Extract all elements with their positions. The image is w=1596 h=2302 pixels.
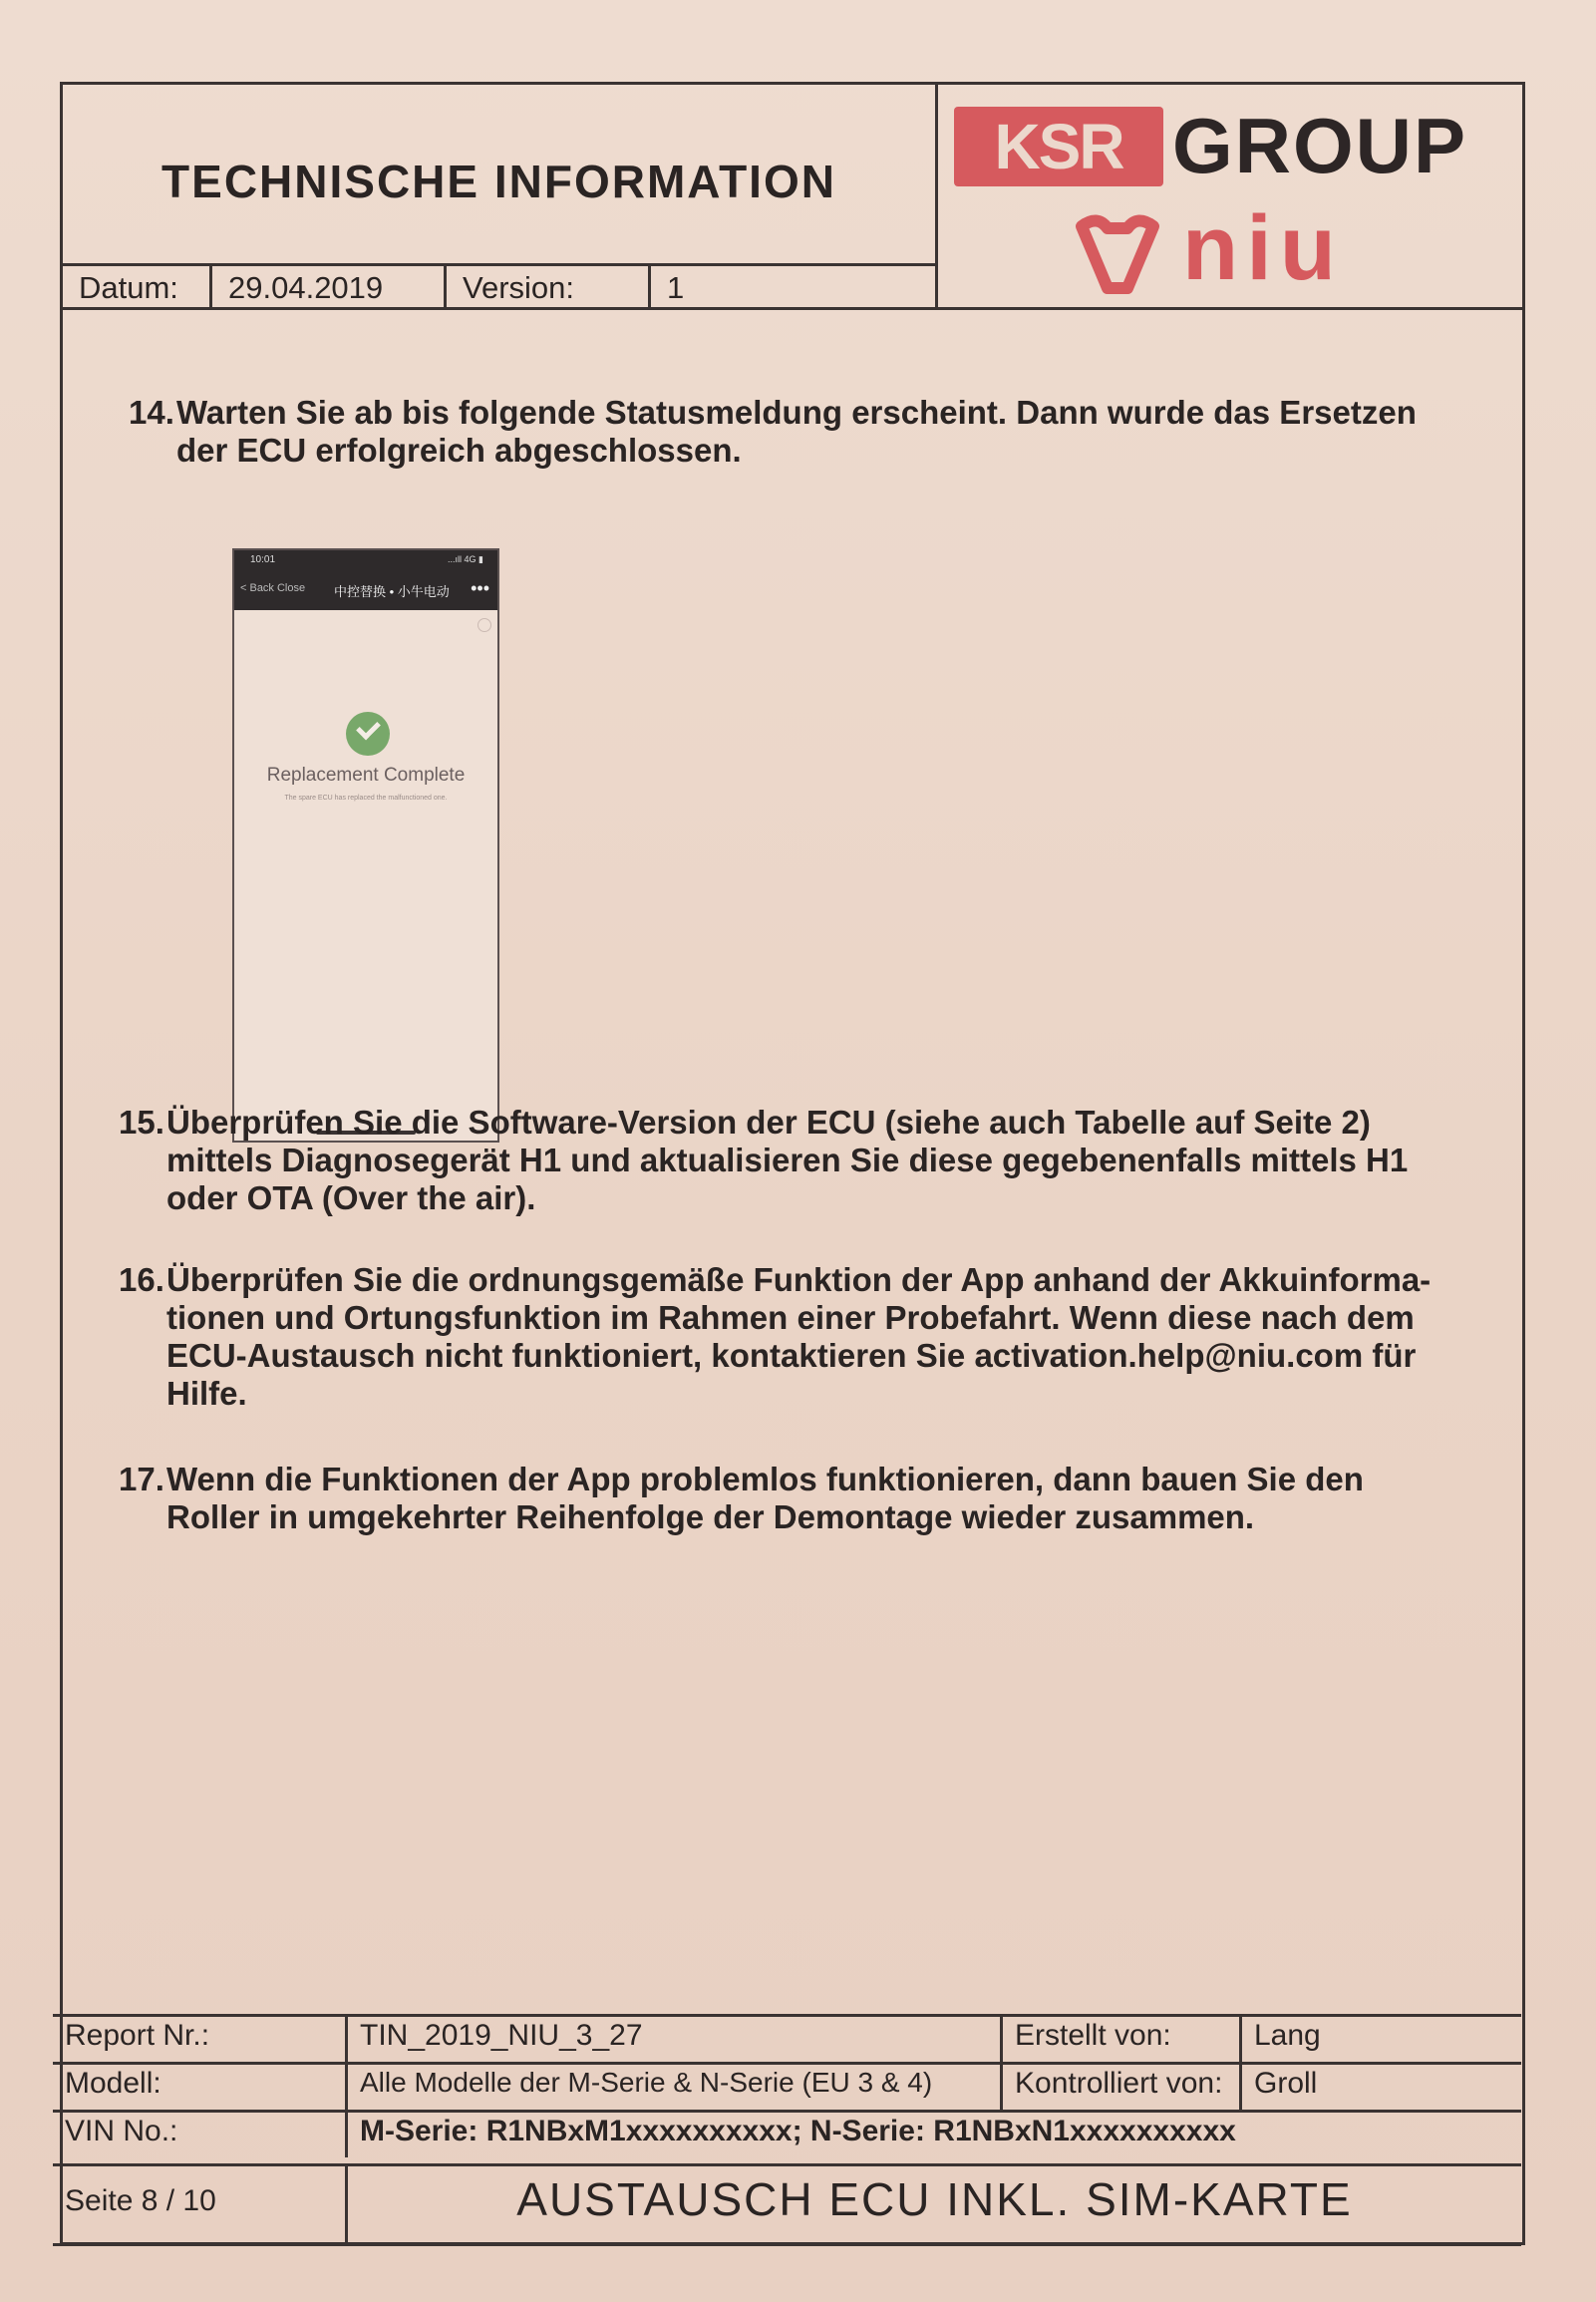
phone-time: 10:01 (250, 554, 276, 565)
step-text: Überprüfen Sie die ordnungsgemäße Funktion der App anhand der Akkuinforma-tionen und Ortungsfunktion im Rahmen einer Probefahrt. Wenn diese nach dem ECU-Austausch nicht funktioniert, kontaktieren Sie activation.help@niu.com für Hilfe. (166, 1261, 1432, 1412)
phone-status-bar (234, 550, 497, 570)
phone-nav-bar (234, 570, 497, 610)
page-title: TECHNISCHE INFORMATION (161, 156, 836, 207)
close-icon (478, 618, 491, 632)
back-button: < Back Close (240, 582, 306, 594)
page-number: Seite 8 / 10 (53, 2166, 348, 2243)
logo-cell (938, 85, 1522, 310)
footer-row-title (53, 2163, 1521, 2243)
footer-row-model (53, 2062, 1521, 2110)
app-title: 中控替换 • 小牛电动 (334, 584, 450, 599)
date-value: 29.04.2019 (212, 266, 447, 307)
created-value: Lang (1254, 2019, 1321, 2052)
step-number: 15. (119, 1104, 164, 1141)
vin-label: VIN No.: (53, 2113, 348, 2157)
step-text: Wenn die Funktionen der App problemlos funktionieren, dann bauen Sie den Roller in umgekehrter Reihenfolge der Demontage wieder zusammen. (166, 1461, 1364, 1535)
step-text: Überprüfen Sie die Software-Version der ECU (siehe auch Tabelle auf Seite 2) mittels Diagnosegerät H1 und aktualisieren Sie diese gegebenenfalls mittels H1 oder OTA (Over the air). (166, 1104, 1409, 1216)
step-number: 14. (129, 394, 174, 431)
model-value: Alle Modelle der M-Serie & N-Serie (EU 3 & 4) (348, 2065, 1003, 2110)
footer-row-report (53, 2014, 1521, 2062)
header-title-cell (63, 85, 938, 266)
document-title: AUSTAUSCH ECU INKL. SIM-KARTE (516, 2173, 1353, 2225)
version-value: 1 (667, 270, 685, 305)
checked-value: Groll (1254, 2067, 1318, 2100)
header-meta-row (63, 266, 938, 310)
footer-row-vin (53, 2110, 1521, 2157)
vin-value: M-Serie: R1NBxM1xxxxxxxxxx; N-Serie: R1NBxN1xxxxxxxxxx (360, 2115, 1236, 2147)
step-text: Warten Sie ab bis folgende Statusmeldung erscheint. Dann wurde das Ersetzen der ECU erfolgreich abgeschlossen. (176, 394, 1417, 469)
footer-table (53, 2014, 1521, 2243)
checked-label: Kontrolliert von: (1003, 2065, 1242, 2110)
niu-logo-text: niu (1182, 197, 1344, 299)
signal-icon: ...ıll 4G ▮ (448, 554, 483, 564)
group-logo-text: GROUP (1172, 102, 1468, 189)
footer-bottom-border (53, 2243, 1521, 2246)
app-screenshot (232, 548, 499, 1143)
report-label: Report Nr.: (53, 2017, 348, 2062)
more-icon: ••• (471, 578, 489, 598)
checkmark-icon (346, 712, 390, 756)
step-number: 17. (119, 1461, 164, 1497)
status-subtitle: The spare ECU has replaced the malfunctioned one. (284, 795, 448, 802)
page-frame (60, 82, 1525, 2245)
report-value: TIN_2019_NIU_3_27 (348, 2017, 1003, 2062)
created-label: Erstellt von: (1003, 2017, 1242, 2062)
version-label: Version: (447, 266, 651, 307)
date-label: Datum: (63, 266, 212, 307)
ksr-logo: KSR (954, 107, 1163, 186)
status-title: Replacement Complete (266, 765, 466, 786)
step-number: 16. (119, 1261, 164, 1298)
model-label: Modell: (53, 2065, 348, 2110)
